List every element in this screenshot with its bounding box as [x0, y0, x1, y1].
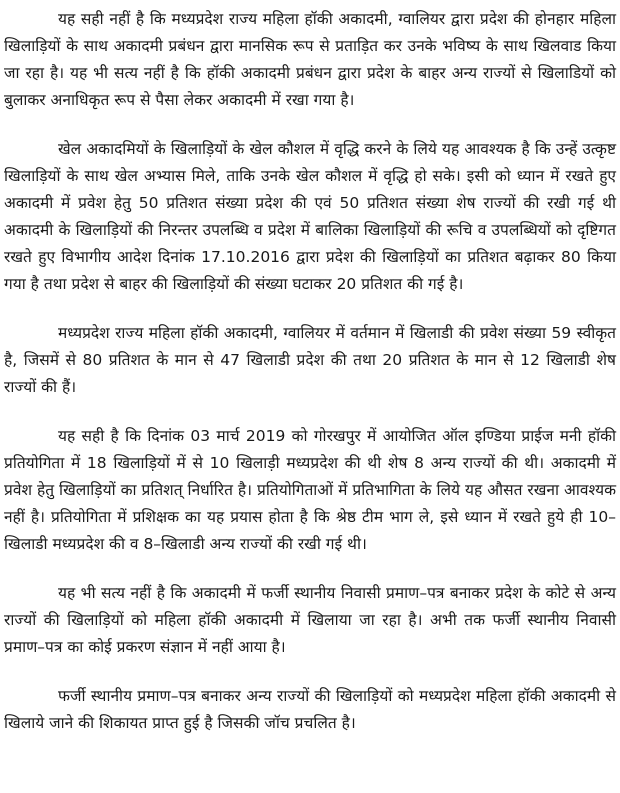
paragraph-fake-certificate-denial: यह भी सत्य नहीं है कि अकादमी में फर्जी स्थानीय निवासी प्रमाण–पत्र बनाकर प्रदेश के कोटे से अन्य राज्यों की खिलाड़ियों को महिला हॉकी अकादमी में खिलाया जा रहा है। अभी तक फर्जी स्थानीय निवासी प्रमाण–पत्र का कोई प्रकरण संज्ञान में नहीं आया है।: [4, 584, 616, 656]
paragraph-academy-allegation-denial: यह सही नहीं है कि मध्यप्रदेश राज्य महिला हॉकी अकादमी, ग्वालियर द्वारा प्रदेश की होनहार महिला खिलाड़ियों के साथ अकादमी प्रबंधन द्वारा मानसिक रूप से प्रताड़ित कर उनके भविष्य के साथ खिलवाड किया जा रहा है। यह भी सत्य नहीं है कि हॉकी अकादमी प्रबंधन द्वारा प्रदेश के बाहर अन्य राज्यों से खिलाडियों को बुलाकर अनाधिकृत रूप से पैसा लेकर अकादमी में रखा गया है।: [4, 10, 616, 109]
paragraph-complaint-investigation: फर्जी स्थानीय प्रमाण–पत्र बनाकर अन्य राज्यों की खिलाड़ियों को मध्यप्रदेश महिला हॉकी अकादमी से खिलाये जाने की शिकायत प्राप्त हुई है जिसकी जॉच प्रचलित है।: [4, 687, 616, 732]
paragraph-gorakhpur-tournament: यह सही है कि दिनांक 03 मार्च 2019 को गोरखपुर में आयोजित ऑल इण्डिया प्राईज मनी हॉकी प्रतियोगिता में 18 खिलाड़ियों में से 10 खिलाड़ी मध्यप्रदेश की थी शेष 8 अन्य राज्यों की थी। अकादमी में प्रवेश हेतु खिलाड़ियों का प्रतिशत् निर्धारित है। प्रतियोगिताओं में प्रतिभागिता के लिये यह औसत रखना आवश्यक नहीं है। प्रतियोगिता में प्रशिक्षक का यह प्रयास होता है कि श्रेष्ठ टीम भाग ले, इसे ध्यान में रखते हुये ही 10–खिलाडी मध्यप्रदेश की व 8–खिलाडी अन्य राज्यों की रखी गई थी।: [4, 427, 616, 553]
document-body: [4, 6, 616, 737]
paragraph-skill-development-quota: खेल अकादमियों के खिलाड़ियों के खेल कौशल में वृद्धि करने के लिये यह आवश्यक है कि उन्हें उत्कृष्ट खिलाड़ियों के साथ खेल अभ्यास मिले, ताकि उनके खेल कौशल में वृद्धि हो सके। इसी को ध्यान में रखते हुए अकादमी में प्रवेश हेतु 50 प्रतिशत संख्या प्रदेश की एवं 50 प्रतिशत संख्या शेष राज्यों की रखी गई थी अकादमी के खिलाड़ियों की निरन्तर उपलब्धि व प्रदेश में बालिका खिलाड़ियों की रूचि व उपलब्धियों को दृष्टिगत रखते हुए विभागीय आदेश दिनांक 17.10.2016 द्वारा प्रदेश की खिलाड़ियों का प्रतिशत बढ़ाकर 80 किया गया है तथा प्रदेश से बाहर की खिलाड़ियों की संख्या घटाकर 20 प्रतिशत की गई है।: [4, 140, 616, 293]
paragraph-admission-strength: मध्यप्रदेश राज्य महिला हॉकी अकादमी, ग्वालियर में वर्तमान में खिलाडी की प्रवेश संख्या 59 स्वीकृत है, जिसमें से 80 प्रतिशत के मान से 47 खिलाडी प्रदेश की तथा 20 प्रतिशत के मान से 12 खिलाडी शेष राज्यों की हैं।: [4, 324, 616, 396]
